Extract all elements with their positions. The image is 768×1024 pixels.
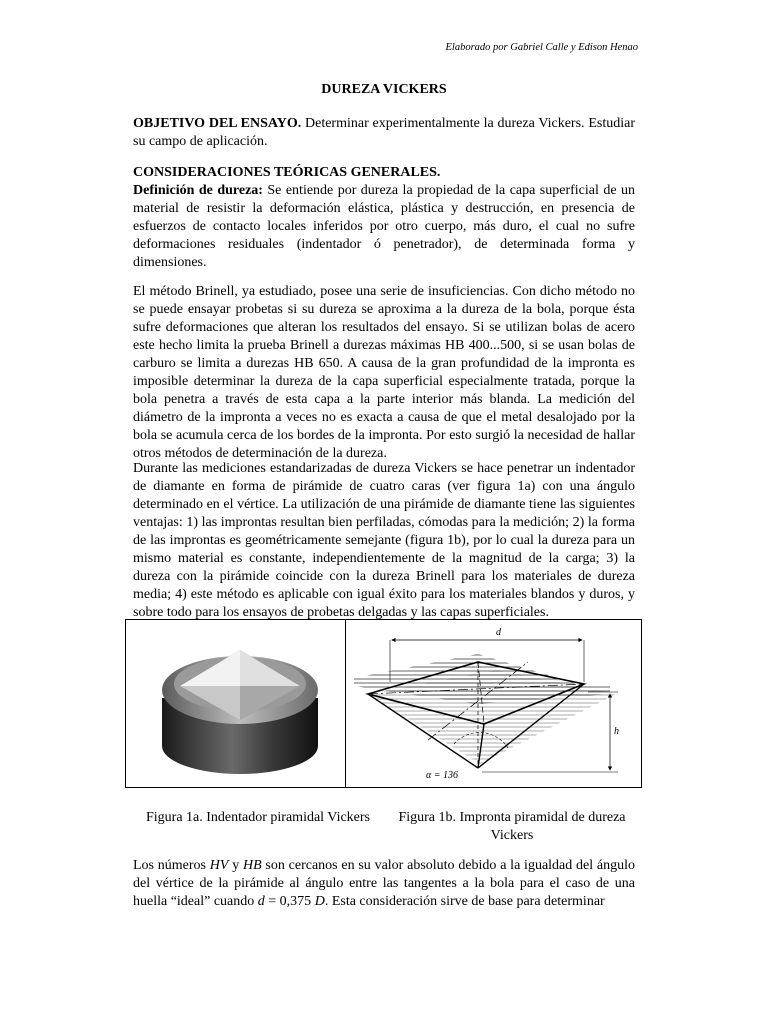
objective-label: OBJETIVO DEL ENSAYO.: [133, 116, 302, 131]
angle-label-alpha: α = 136: [426, 770, 458, 781]
definition-paragraph: [133, 182, 635, 272]
considerations-section: [133, 164, 635, 272]
document-title: DUREZA VICKERS: [321, 82, 447, 97]
symbol-hv: HV: [209, 858, 229, 873]
dimension-label-h: h: [614, 726, 619, 737]
considerations-heading: CONSIDERACIONES TEÓRICAS GENERALES.: [133, 165, 441, 180]
final-text-1: Los números: [133, 858, 210, 873]
figure-caption-1a: Figura 1a. Indentador piramidal Vickers: [146, 810, 370, 825]
vickers-indenter-illustration: [156, 628, 324, 778]
dimension-label-d: d: [496, 627, 501, 638]
figure-box: [125, 619, 642, 788]
final-paragraph: [133, 857, 635, 911]
objective-text: Determinar experimentalmente la dureza Vickers. Estudiar su campo de aplicación.: [133, 116, 635, 149]
vickers-impression-diagram: [348, 622, 640, 786]
definition-text: Se entiende por dureza la propiedad de la capa superficial de un material de resistir la deformación elástica, plástica y destrucción, en presencia de esfuerzos de contacto locales inferidos por otro cuerpo, más duro, el cual no sufre deformaciones residuales (indentador ó penetrador), de determinada forma y dimensiones.: [133, 183, 635, 270]
symbol-D: D: [314, 894, 325, 909]
figure-divider: [345, 620, 346, 787]
definition-label: Definición de dureza:: [133, 183, 263, 198]
symbol-hb: HB: [242, 858, 262, 873]
final-text-5: . Esta consideración sirve de base para determinar: [324, 894, 605, 909]
objective-paragraph: [133, 115, 635, 151]
figure-caption-1b: Figura 1b. Impronta piramidal de dureza Vickers: [398, 810, 626, 843]
vickers-paragraph: Durante las mediciones estandarizadas de dureza Vickers se hace penetrar un indentador de diamante en forma de pirámide de cuatro caras (ver figura 1a) con una ángulo determinado en el vértice. La utilización de una pirámide de diamante tiene las siguientes ventajas: 1) las improntas resultan bien perfiladas, cómodas para la medición; 2) la forma de las improntas es geométricamente semejante (figura 1b), por lo cual la dureza para un mismo material es constante, independientemente de la magnitud de la carga; 3) la dureza con la pirámide coincide con la dureza Brinell para los materiales de dureza media; 4) este método es aplicable con igual éxito para los materiales blandos y duros, y sobre todo para los ensayos de probetas delgadas y las capas superficiales.: [133, 461, 635, 620]
brinell-paragraph: El método Brinell, ya estudiado, posee una serie de insuficiencias. Con dicho método no se puede ensayar probetas si su dureza se aproxima a la dureza de la bola, porque ésta sufre deformaciones que alteran los resultados del ensayo. Si se utilizan bolas de acero este hecho limita la prueba Brinell a durezas máximas HB 400...500, si se usan bolas de carburo se limita a durezas HB 650. A causa de la gran profundidad de la impronta es imposible determinar la dureza de la capa superficial especialmente tratada, porque la bola penetra a través de esta capa a la parte interior más blanda. La medición del diámetro de la impronta a veces no es exacta a causa de que el metal desalojado por la bola se acumula cerca de los bordes de la impronta. Por esto surgió la necesidad de hallar otros métodos de determinación de la dureza.: [133, 284, 635, 461]
final-text-2: y: [228, 858, 243, 873]
symbol-d: d: [257, 894, 265, 909]
page-header-authors: Elaborado por Gabriel Calle y Edison Henao: [445, 42, 638, 53]
final-text-4: = 0,375: [264, 894, 315, 909]
final-text-3: son cercanos en su valor absoluto debido a la igualdad del ángulo del vértice de la pirámide al ángulo entre las tangentes a la bola para el caso de una huella “ideal” cuando: [133, 858, 636, 909]
